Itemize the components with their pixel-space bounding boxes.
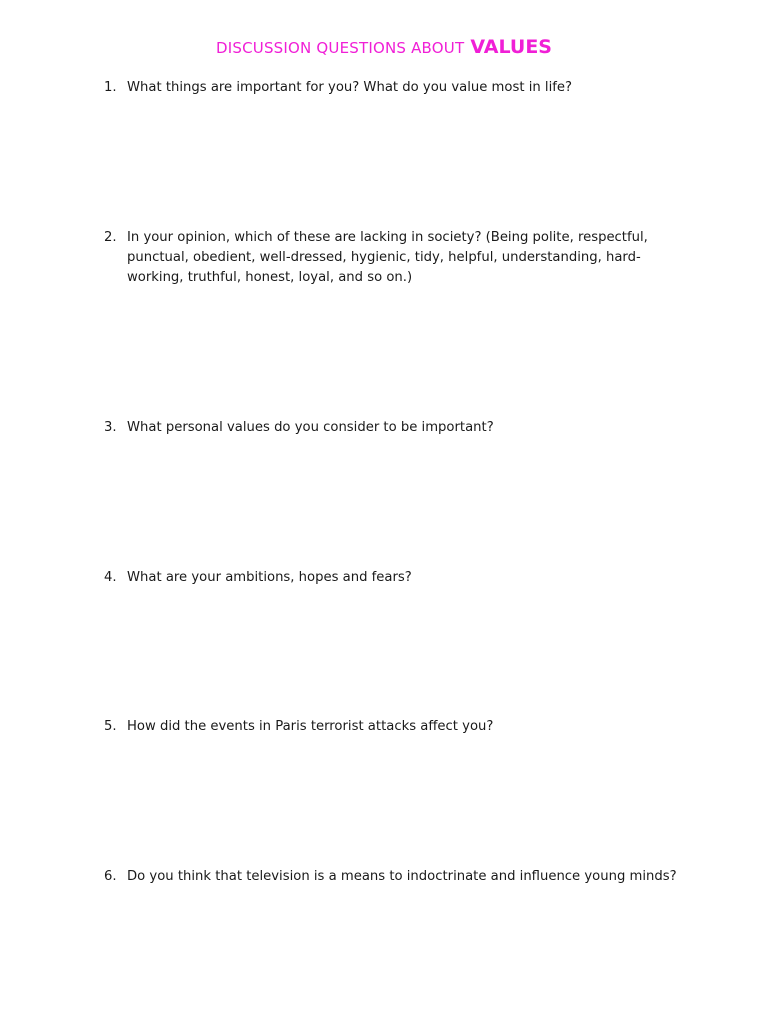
question-1 (104, 78, 684, 98)
question-text: What personal values do you consider to be important? (127, 420, 494, 435)
question-3 (104, 418, 684, 438)
question-5 (104, 717, 684, 737)
question-number: 5. (104, 719, 117, 734)
question-2 (104, 228, 684, 288)
title-emphasis-text: VALUES (470, 36, 552, 58)
question-text: How did the events in Paris terrorist attacks affect you? (127, 719, 494, 734)
question-number: 2. (104, 230, 117, 245)
question-4 (104, 568, 684, 588)
question-text: In your opinion, which of these are lacking in society? (Being polite, respectful, punctual, obedient, well-dressed, hygienic, tidy, helpful, understanding, hard-working, truthful, honest, loyal, and so on.) (127, 230, 648, 285)
question-number: 1. (104, 80, 117, 95)
question-6 (104, 867, 684, 887)
question-text: Do you think that television is a means to indoctrinate and influence young minds? (127, 869, 677, 884)
question-text: What are your ambitions, hopes and fears? (127, 570, 412, 585)
title-main-text: DISCUSSION QUESTIONS ABOUT (216, 39, 465, 57)
page-title (0, 36, 768, 58)
question-text: What things are important for you? What do you value most in life? (127, 80, 572, 95)
question-number: 6. (104, 869, 117, 884)
question-number: 4. (104, 570, 117, 585)
question-number: 3. (104, 420, 117, 435)
